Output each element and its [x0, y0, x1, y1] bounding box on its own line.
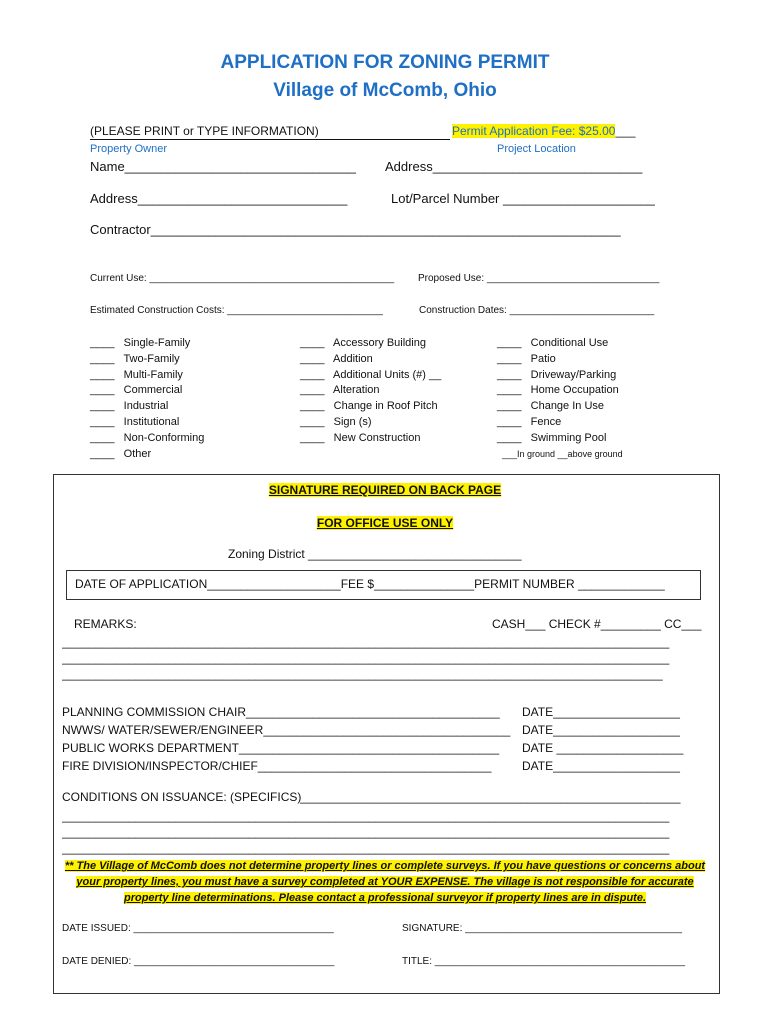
approval-date-field[interactable]: DATE___________________	[522, 723, 680, 737]
checklist-column-1	[90, 336, 204, 462]
checklist-column-2	[300, 336, 441, 447]
checklist-item[interactable]: ____ Single-Family	[90, 337, 191, 349]
signature-field[interactable]: SIGNATURE: _______________________________________	[402, 923, 683, 934]
project-address-field[interactable]: Address_____________________________	[385, 159, 643, 174]
payment-method-field[interactable]: CASH___ CHECK #_________ CC___	[492, 617, 702, 631]
approval-date-field[interactable]: DATE ___________________	[522, 741, 684, 755]
checklist-item[interactable]: ____ Change In Use	[497, 400, 605, 413]
checklist-item[interactable]: ____ Additional Units (#) __	[300, 368, 442, 381]
conditions-first-line[interactable]: _________________________________________________________	[300, 790, 681, 804]
lot-parcel-field[interactable]: Lot/Parcel Number _____________________	[391, 191, 655, 206]
checklist-item[interactable]: ____ Sign (s)	[300, 415, 372, 428]
construction-dates-field[interactable]: Construction Dates: __________________________	[419, 305, 655, 316]
office-use-heading: FOR OFFICE USE ONLY	[316, 516, 454, 530]
checklist-column-3	[497, 336, 619, 447]
application-date-fee-permit[interactable]: DATE OF APPLICATION____________________FEE $_______________PERMIT NUMBER _____________	[75, 577, 665, 591]
approval-signature-field[interactable]: FIRE DIVISION/INSPECTOR/CHIEF___________________________________	[62, 759, 492, 773]
form-subtitle: Village of McComb, Ohio	[273, 80, 497, 101]
remarks-label: REMARKS:	[74, 617, 137, 631]
fee-label: Permit Application Fee: $25.00	[452, 124, 616, 138]
conditions-lines[interactable]	[62, 808, 702, 856]
approval-row	[62, 703, 702, 721]
proposed-use-field[interactable]: Proposed Use: _______________________________	[418, 273, 660, 284]
contractor-field[interactable]: Contractor_________________________________________________________________	[90, 222, 621, 237]
approval-date-field[interactable]: DATE___________________	[522, 705, 680, 719]
project-location-label: Project Location	[497, 143, 576, 155]
pool-type-note[interactable]: ___In ground __above ground	[502, 449, 623, 459]
checklist-item[interactable]: ____ Other	[90, 447, 152, 460]
checklist-item[interactable]: ____ Institutional	[90, 415, 180, 428]
form-title: APPLICATION FOR ZONING PERMIT	[220, 52, 550, 73]
approval-row	[62, 757, 702, 775]
checklist-item[interactable]: ____ Alteration	[300, 384, 380, 397]
conditions-line[interactable]: ___________________________________________________________________________________________	[62, 809, 670, 823]
checklist-item[interactable]: ____ Driveway/Parking	[497, 368, 617, 381]
checklist-item[interactable]: ____ Multi-Family	[90, 368, 183, 381]
remarks-line[interactable]: ___________________________________________________________________________________________	[62, 635, 670, 649]
date-issued-field[interactable]: DATE ISSUED: ____________________________________	[62, 923, 334, 934]
checklist-item[interactable]: ____ Patio	[497, 352, 556, 365]
title-field[interactable]: TITLE: _____________________________________________	[402, 956, 686, 967]
checklist-item[interactable]: ____ Industrial	[90, 400, 169, 413]
owner-address-field[interactable]: Address_____________________________	[90, 191, 348, 206]
approval-signature-field[interactable]: PLANNING COMMISSION CHAIR______________________________________	[62, 705, 500, 719]
checklist-item[interactable]: ____ Fence	[497, 415, 562, 428]
checklist-item[interactable]: ____ Non-Conforming	[90, 431, 205, 444]
checklist-item[interactable]: ____ Addition	[300, 352, 373, 365]
date-denied-field[interactable]: DATE DENIED: ____________________________________	[62, 956, 335, 967]
checklist-item[interactable]: ____ Change in Roof Pitch	[300, 400, 438, 413]
checklist-item[interactable]: ____ Accessory Building	[300, 337, 426, 349]
current-use-field[interactable]: Current Use: ____________________________________________	[90, 273, 395, 284]
checklist-item[interactable]: ____ Swimming Pool	[497, 431, 607, 444]
print-note: (PLEASE PRINT or TYPE INFORMATION)	[90, 124, 450, 140]
remarks-line[interactable]: ___________________________________________________________________________________________	[62, 651, 670, 665]
checklist-item[interactable]: ____ Home Occupation	[497, 384, 619, 397]
property-line-notice: ** The Village of McComb does not determine property lines or complete surveys. If you have questions or concerns about your property lines, you must have a survey completed at YOUR EXPENSE. The village is not responsible for accurate property line determinations. Please contact a professional surveyor if property lines are in dispute.	[64, 860, 706, 904]
approval-row	[62, 739, 702, 757]
approval-signature-field[interactable]: NWWS/ WATER/SEWER/ENGINEER_____________________________________	[62, 723, 511, 737]
signature-required-note: SIGNATURE REQUIRED ON BACK PAGE	[268, 483, 502, 497]
property-owner-label: Property Owner	[90, 143, 168, 155]
approval-signature-field[interactable]: PUBLIC WORKS DEPARTMENT_______________________________________	[62, 741, 500, 755]
fee-line	[452, 124, 635, 138]
remarks-lines[interactable]	[62, 634, 702, 682]
checklist-item[interactable]: ____ Commercial	[90, 384, 183, 397]
remarks-line[interactable]: __________________________________________________________________________________________	[62, 667, 663, 681]
owner-name-field[interactable]: Name________________________________	[90, 159, 357, 174]
conditions-line[interactable]: ___________________________________________________________________________________________	[62, 841, 670, 855]
conditions-line[interactable]: ___________________________________________________________________________________________	[62, 825, 670, 839]
checklist-item[interactable]: ____ Conditional Use	[497, 337, 609, 349]
fee-trail: ___	[615, 124, 636, 138]
approval-row	[62, 721, 702, 739]
checklist-item[interactable]: ____ New Construction	[300, 431, 421, 444]
approval-signoffs	[62, 703, 702, 775]
zoning-district-field[interactable]: Zoning District ________________________________	[228, 547, 522, 561]
approval-date-field[interactable]: DATE___________________	[522, 759, 680, 773]
conditions-label: CONDITIONS ON ISSUANCE: (SPECIFICS)	[62, 790, 302, 804]
checklist-item[interactable]: ____ Two-Family	[90, 352, 180, 365]
estimated-costs-field[interactable]: Estimated Construction Costs: ____________________________	[90, 305, 383, 316]
